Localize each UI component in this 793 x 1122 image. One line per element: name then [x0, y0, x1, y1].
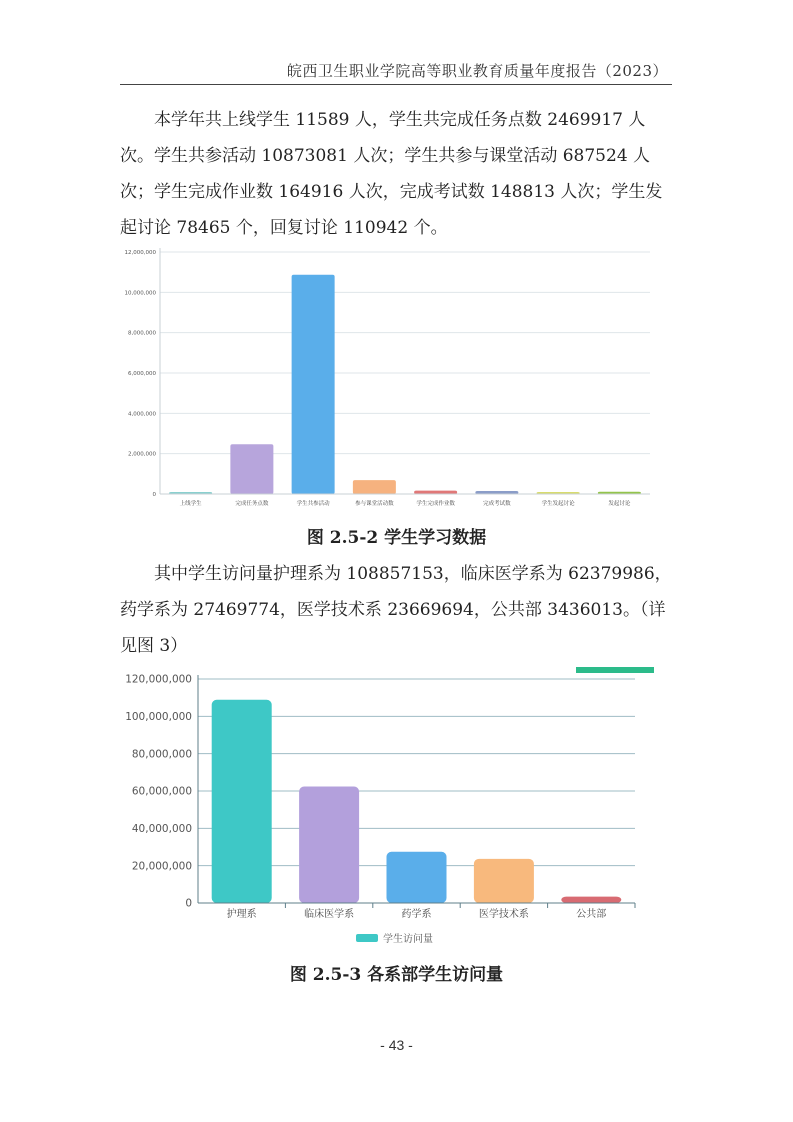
bar: [387, 852, 447, 903]
bar: [292, 275, 335, 494]
y-tick-label: 60,000,000: [131, 785, 192, 798]
page-number: - 43 -: [380, 1037, 413, 1053]
bar: [212, 700, 272, 903]
figure-caption-2-5-2: 图 2.5-2 学生学习数据: [306, 528, 487, 548]
x-tick-label: 公共部: [576, 909, 607, 920]
y-tick-label: 80,000,000: [131, 748, 192, 761]
chart2-top-accent-bar: [576, 667, 654, 673]
y-tick-label: 6,000,000: [128, 370, 156, 377]
x-tick-label: 护理系: [226, 909, 257, 920]
paragraph-learning-stats: 本学年共上线学生 11589 人，学生共完成任务点数 2469917 人次。学生共参活动 10873081 人次；学生共参与课堂活动 687524 人次；学生完成作业数 164916 人次，完成考试数 148813 人次；学生发起讨论 78465 个，回复讨论 110942 个。: [120, 110, 663, 238]
y-tick-label: 0: [185, 897, 192, 910]
legend-swatch: [356, 934, 378, 942]
x-tick-label: 完成考试数: [483, 501, 511, 507]
department-visits-chart: [118, 664, 663, 949]
bar: [474, 859, 534, 903]
y-tick-label: 12,000,000: [124, 249, 156, 256]
report-header-title: 皖西卫生职业学院高等职业教育质量年度报告（2023）: [286, 62, 668, 80]
x-tick-label: 学生完成作业数: [416, 501, 455, 507]
y-tick-label: 2,000,000: [128, 451, 156, 458]
legend-label: 学生访问量: [383, 934, 433, 945]
chart2-legend: [356, 932, 433, 945]
chart1-x-axis: [160, 494, 650, 507]
x-tick-label: 学生共参活动: [296, 501, 330, 507]
figure-caption-2-5-3: 图 2.5-3 各系部学生访问量: [289, 965, 504, 985]
x-tick-label: 临床医学系: [304, 909, 355, 920]
paragraph-visit-stats: 其中学生访问量护理系为 108857153，临床医学系为 62379986，药学系为 27469774，医学技术系 23669694，公共部 3436013。（详见图 3）: [120, 564, 672, 656]
bar: [230, 444, 273, 494]
y-tick-label: 4,000,000: [128, 411, 156, 418]
y-tick-label: 0: [152, 491, 156, 498]
y-tick-label: 20,000,000: [131, 860, 192, 873]
header-divider: [120, 84, 672, 85]
bar: [353, 480, 396, 494]
chart1-bars: [169, 275, 641, 494]
y-tick-label: 8,000,000: [128, 330, 156, 337]
bar: [299, 787, 359, 903]
chart2-y-axis: [125, 674, 198, 910]
y-tick-label: 10,000,000: [124, 290, 156, 297]
x-tick-label: 药学系: [401, 909, 432, 920]
y-tick-label: 40,000,000: [131, 823, 192, 836]
chart2-bars: [212, 700, 622, 903]
chart1-y-axis: [125, 248, 161, 498]
y-tick-label: 100,000,000: [125, 711, 192, 724]
bar: [561, 897, 621, 903]
x-tick-label: 发起讨论: [608, 501, 631, 507]
x-tick-label: 完成任务点数: [235, 501, 269, 507]
learning-data-chart: [118, 248, 658, 513]
x-tick-label: 参与课堂活动数: [355, 501, 394, 507]
y-tick-label: 120,000,000: [125, 673, 192, 686]
x-tick-label: 学生发起讨论: [541, 501, 575, 507]
x-tick-label: 上线学生: [179, 501, 202, 507]
x-tick-label: 医学技术系: [478, 909, 529, 920]
chart2-x-axis: [198, 903, 635, 920]
